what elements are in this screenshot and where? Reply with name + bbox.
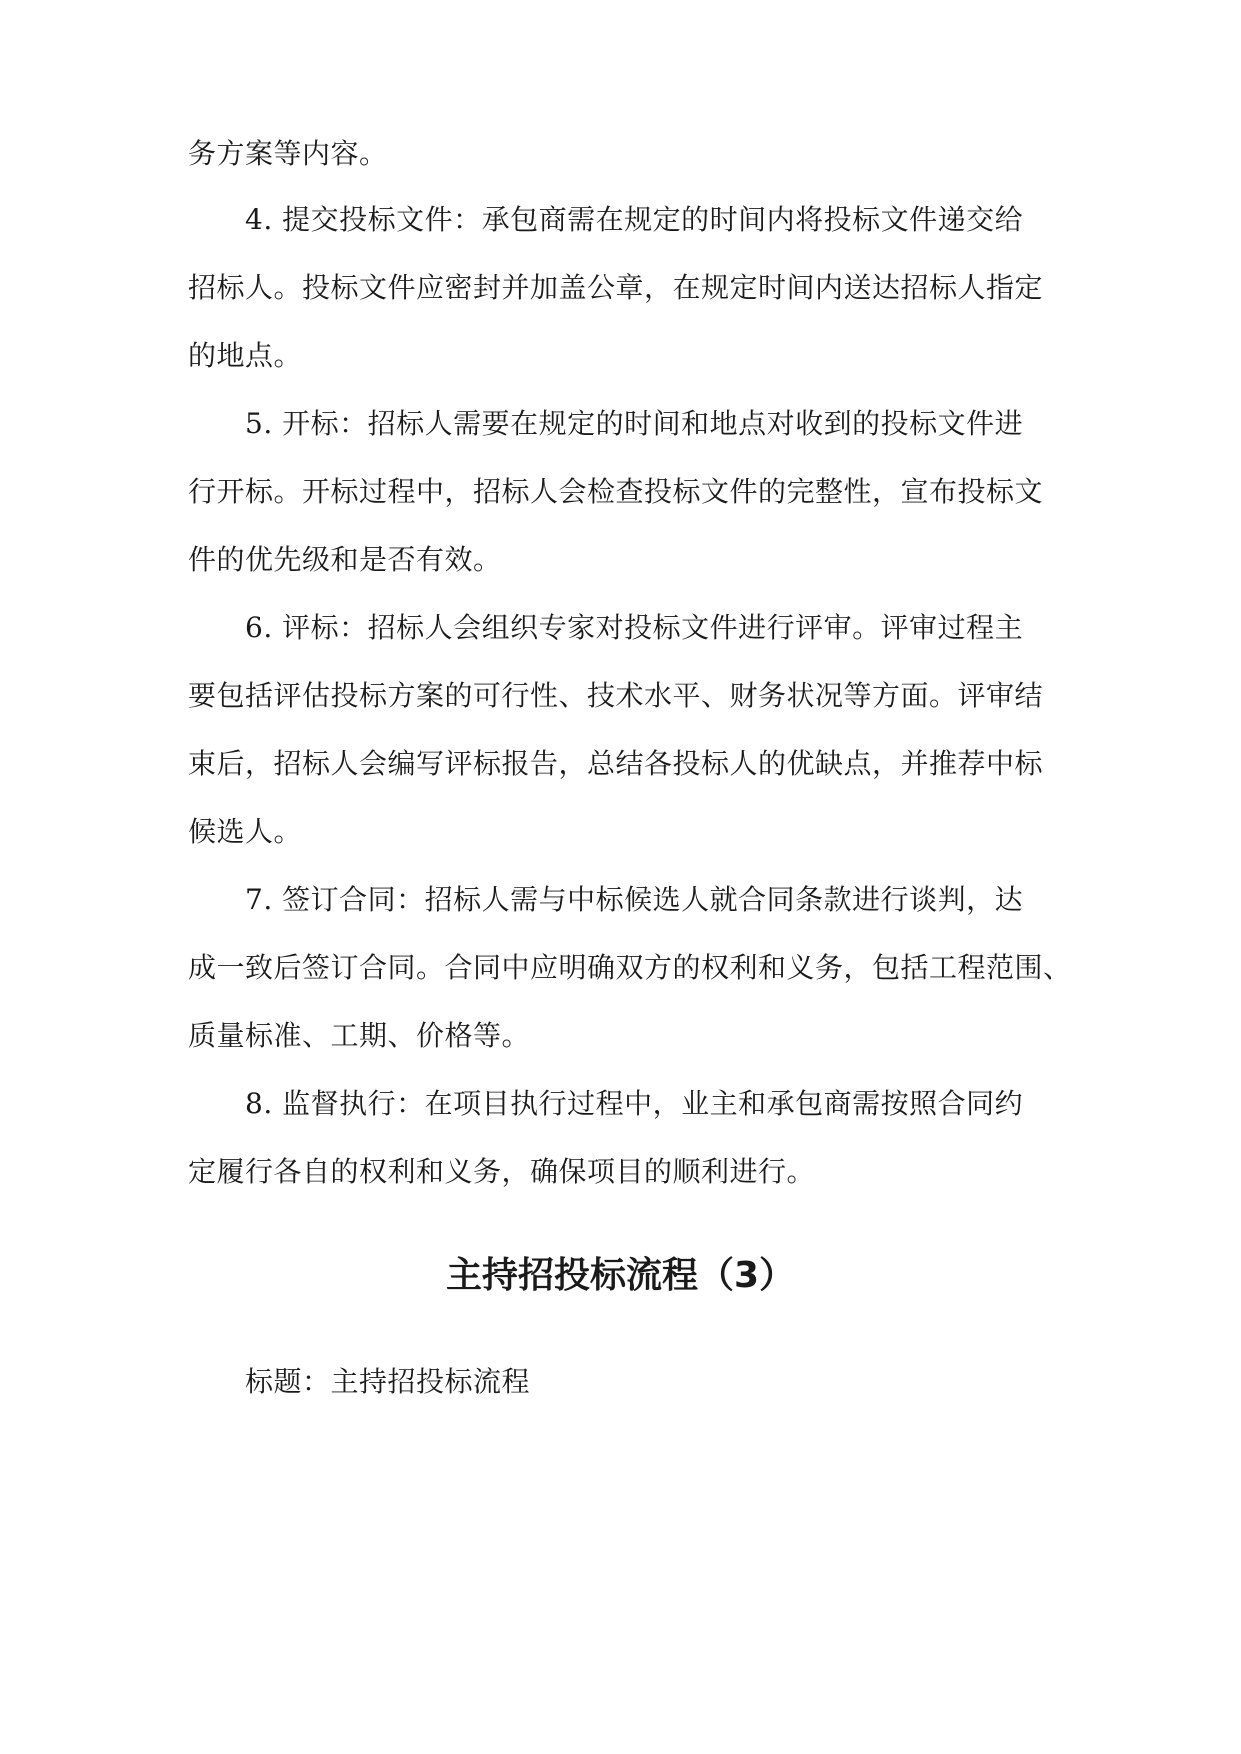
list-item-4-line-1: 4. 提交投标文件：承包商需在规定的时间内将投标文件递交给 xyxy=(245,203,1024,236)
list-item-4-line-3: 的地点。 xyxy=(188,339,303,372)
list-item-7-line-1: 7. 签订合同：招标人需与中标候选人就合同条款进行谈判，达 xyxy=(245,883,1024,916)
list-item-6-line-2: 要包括评估投标方案的可行性、技术水平、财务状况等方面。评审结 xyxy=(188,679,1044,712)
list-item-6-line-3: 束后，招标人会编写评标报告，总结各投标人的优缺点，并推荐中标 xyxy=(188,747,1044,780)
list-item-5-line-1: 5. 开标：招标人需要在规定的时间和地点对收到的投标文件进 xyxy=(245,407,1024,440)
list-item-4-line-2: 招标人。投标文件应密封并加盖公章，在规定时间内送达招标人指定 xyxy=(188,271,1044,304)
list-item-8-line-2: 定履行各自的权利和义务，确保项目的顺利进行。 xyxy=(188,1155,816,1188)
list-item-5-line-2: 行开标。开标过程中，招标人会检查投标文件的完整性，宣布投标文 xyxy=(188,475,1044,508)
list-item-7-line-3: 质量标准、工期、价格等。 xyxy=(188,1019,531,1052)
section-heading: 主持招投标流程（3） xyxy=(445,1255,796,1296)
list-item-6-line-4: 候选人。 xyxy=(188,815,303,848)
list-item-5-line-3: 件的优先级和是否有效。 xyxy=(188,543,502,576)
list-item-6-line-1: 6. 评标：招标人会组织专家对投标文件进行评审。评审过程主 xyxy=(245,611,1024,644)
section-subtitle: 标题：主持招投标流程 xyxy=(245,1365,531,1398)
list-item-8-line-1: 8. 监督执行：在项目执行过程中，业主和承包商需按照合同约 xyxy=(245,1087,1024,1120)
list-item-7-line-2: 成一致后签订合同。合同中应明确双方的权利和义务，包括工程范围、 xyxy=(188,951,1072,984)
paragraph-line: 务方案等内容。 xyxy=(188,137,388,170)
